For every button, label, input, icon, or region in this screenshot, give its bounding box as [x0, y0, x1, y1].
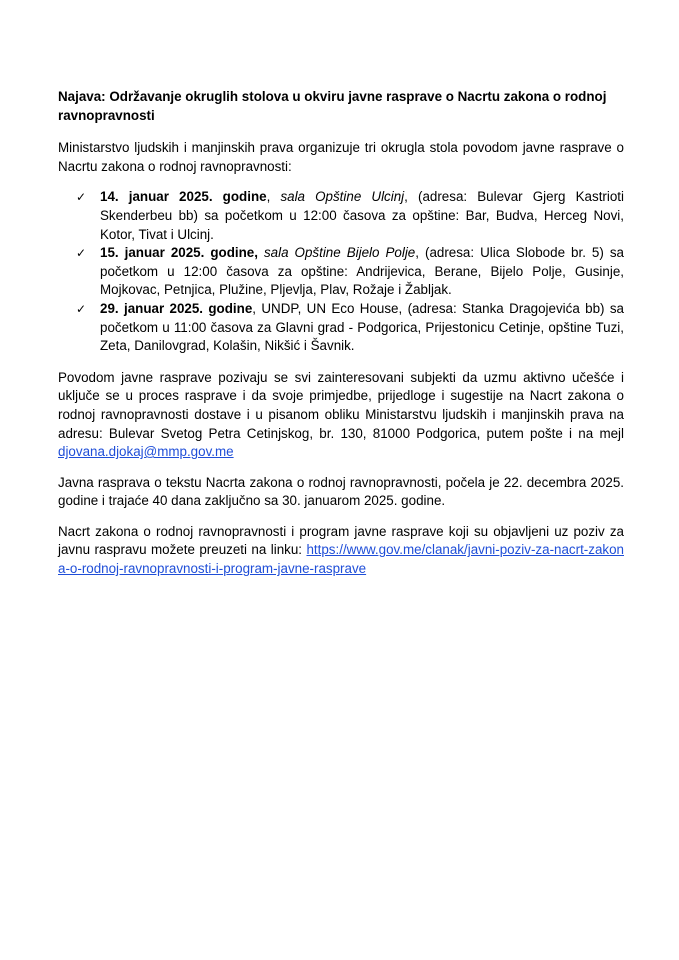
list-item [58, 300, 624, 356]
document-title: Najava: Održavanje okruglih stolova u okviru javne rasprave o Nacrtu zakona o rodnoj ravnopravnosti [58, 89, 607, 123]
call-text: Povodom javne rasprave pozivaju se svi zainteresovani subjekti da uzmu aktivno učešće i uključe se u proces rasprave i da svoje primjedbe, prijedloge i sugestije na Nacrt zakona o rodnoj ravnopravnosti dostave i u pisanom obliku Ministarstvu ljudskih i manjinskih prava na adresu: Bulevar Svetog Petra Cetinjskog, br. 130, 81000 Podgorica, putem pošte i na mejl [58, 369, 624, 441]
events-list [58, 188, 624, 355]
event-details: , (adresa: Bulevar Gjerg Kastrioti Skenderbeu bb) sa početkom u 12:00 časova za opštine: Bar, Budva, Herceg Novi, Kotor, Tivat i Ulcinj. [100, 189, 624, 242]
event-date: 29. januar 2025. godine [100, 300, 253, 316]
intro-paragraph: Ministarstvo ljudskih i manjinskih prava organizuje tri okrugla stola povodom javne rasprave o Nacrtu zakona o rodnoj ravnopravnosti: [58, 140, 624, 174]
call-paragraph [58, 369, 624, 462]
duration-paragraph: Javna rasprava o tekstu Nacrta zakona o rodnoj ravnopravnosti, počela je 22. decembra 2025. godine i trajaće 40 dana zaključno sa 30. januarom 2025. godine. [58, 474, 624, 509]
list-item [58, 244, 624, 300]
list-item [58, 188, 624, 244]
event-venue: sala Opštine Bijelo Polje [263, 245, 416, 261]
download-link[interactable]: https://www.gov.me/clanak/javni-poziv-za-nacrt-zakona-o-rodnoj-ravnopravnosti-i-program-javne-rasprave [58, 542, 624, 577]
checkmark-icon: ✓ [76, 301, 87, 316]
event-date: 15. januar 2025. godine, [100, 245, 258, 261]
event-details: , (adresa: Ulica Slobode br. 5) sa početkom u 12:00 časova za opštine: Andrijevica, Berane, Bijelo Polje, Gusinje, Mojkovac, Petnjica, Plužine, Pljevlja, Plav, Rožaje i Žabljak. [100, 245, 624, 298]
event-date: 14. januar 2025. godine [100, 189, 267, 205]
event-separator: , [266, 189, 281, 205]
event-details: , UNDP, UN Eco House, (adresa: Stanka Dragojevića bb) sa početkom u 11:00 časova za Glavni grad - Podgorica, Prijestonicu Cetinje, opštine Tuzi, Zeta, Danilovgrad, Kolašin, Nikšić i Šavnik. [100, 300, 625, 354]
download-paragraph [58, 523, 624, 579]
email-link[interactable]: djovana.djokaj@mmp.gov.me [58, 444, 234, 460]
download-text: Nacrt zakona o rodnoj ravnopravnosti i program javne rasprave koji su objavljeni uz poziv za javnu raspravu možete preuzeti na linku: [58, 523, 624, 558]
document-page [58, 88, 624, 591]
checkmark-icon: ✓ [76, 190, 87, 205]
checkmark-icon: ✓ [76, 246, 87, 261]
event-venue: sala Opštine Ulcinj [280, 189, 405, 205]
